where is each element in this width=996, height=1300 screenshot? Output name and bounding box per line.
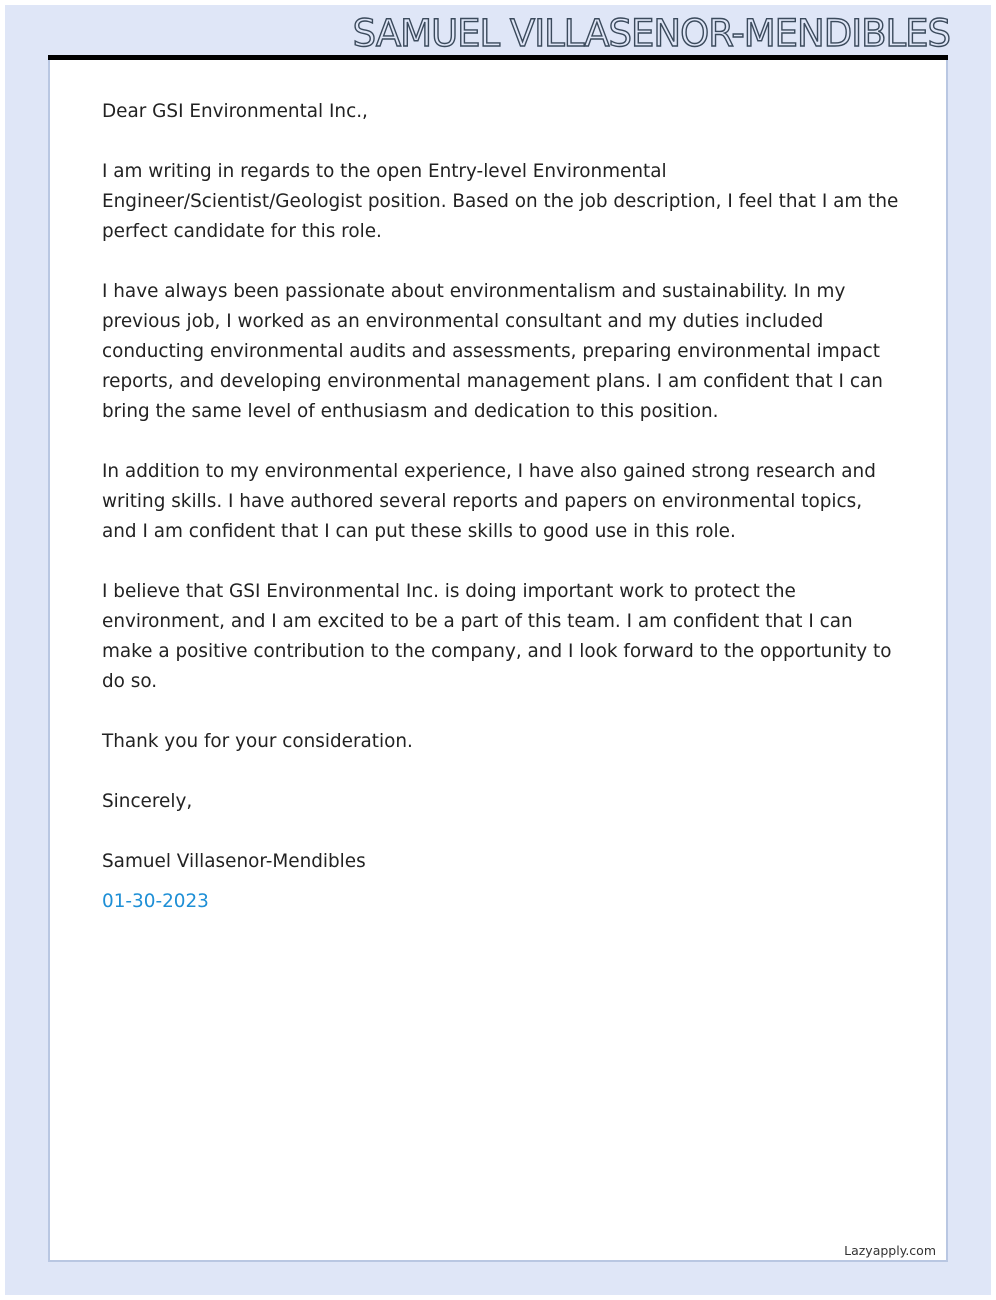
footer-brand: Lazyapply.com [844, 1243, 936, 1258]
letter-greeting: Dear GSI Environmental Inc., [102, 101, 368, 122]
letter-paragraph: I believe that GSI Environmental Inc. is doing important work to protect the environment, and I am excited to be a part of this team. I am confident that I can make a positive contribution to the company, and I look forward to the opportunity to do so. [102, 581, 892, 692]
letter-thanks: Thank you for your consideration. [102, 731, 413, 752]
letter-date: 01-30-2023 [102, 891, 209, 912]
letter-signature: Samuel Villasenor-Mendibles [102, 851, 366, 872]
applicant-name-header: SAMUEL VILLASENOR-MENDIBLES [352, 12, 950, 55]
letter-paragraph: I am writing in regards to the open Entry-level Environmental Engineer/Scientist/Geologist position. Based on the job description, I feel that I am the perfect candidate for this role. [102, 161, 899, 242]
letter-closing: Sincerely, [102, 791, 193, 812]
letter-page [48, 60, 948, 1262]
letter-paragraph: In addition to my environmental experience, I have also gained strong research and writing skills. I have authored several reports and papers on environmental topics, and I am confident that I can put these skills to good use in this role. [102, 461, 876, 542]
cover-letter-body [102, 97, 902, 947]
letter-paragraph: I have always been passionate about environmentalism and sustainability. In my previous job, I worked as an environmental consultant and my duties included conducting environmental audits and assessments, preparing environmental impact reports, and developing environmental management plans. I am confident that I can bring the same level of enthusiasm and dedication to this position. [102, 281, 883, 422]
